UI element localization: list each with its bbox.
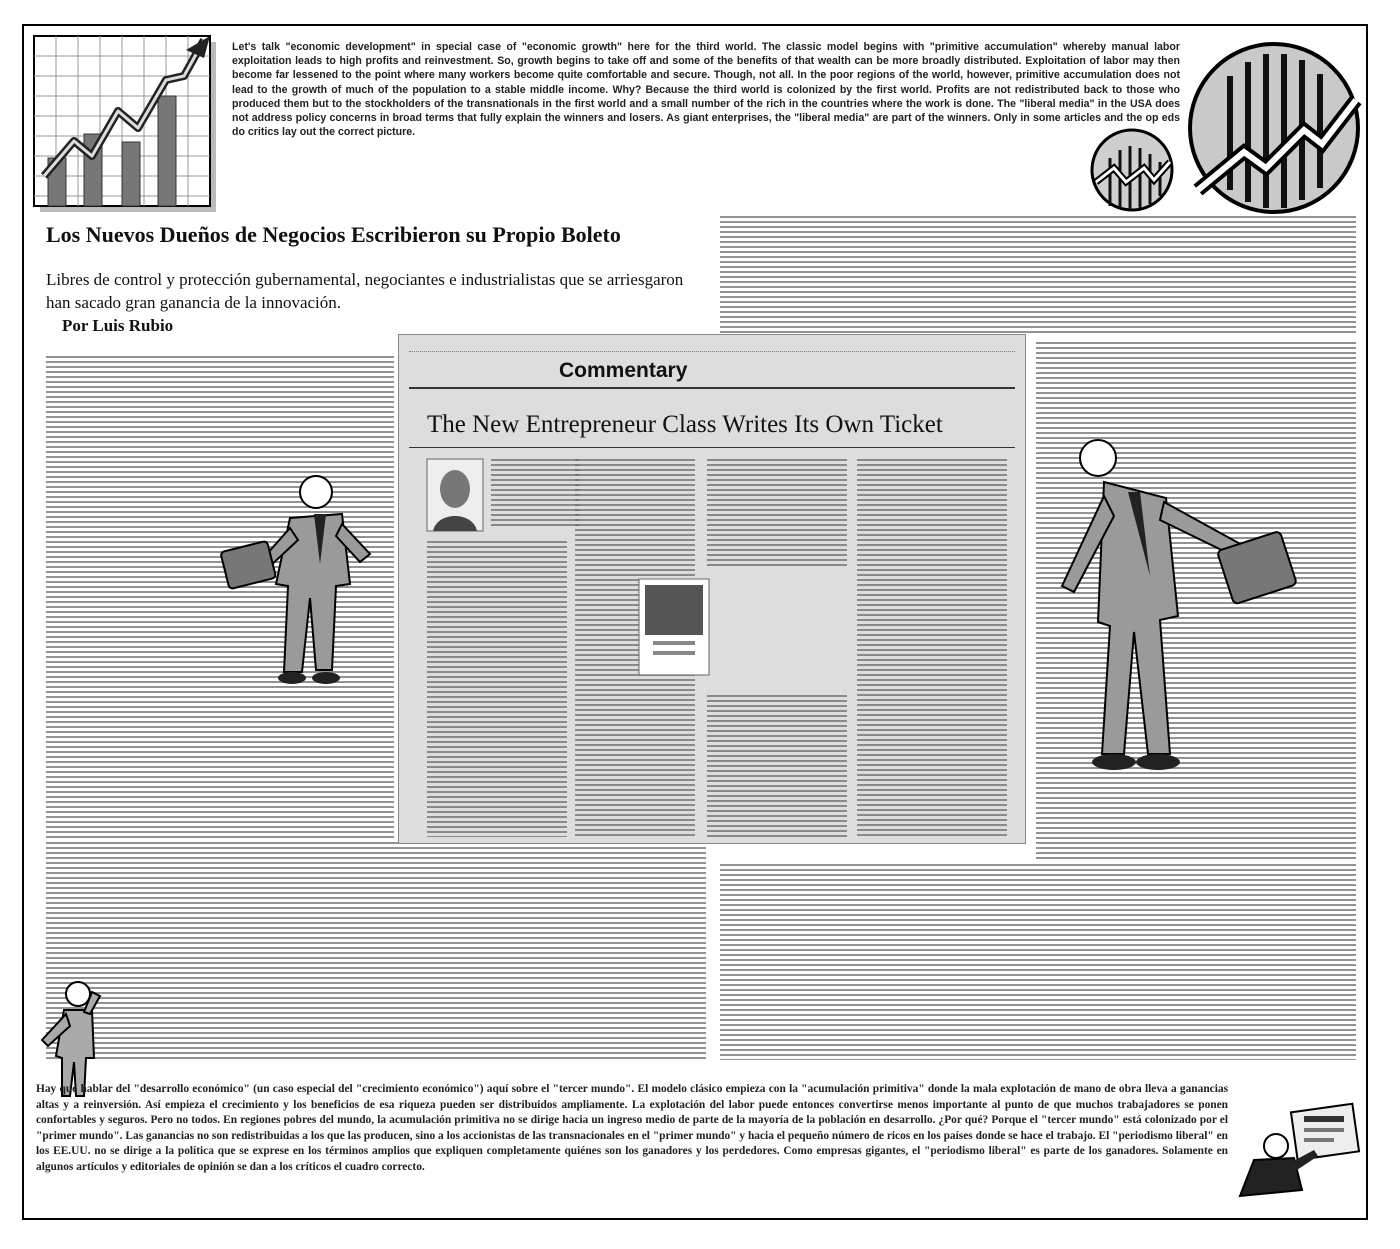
bottom-paragraph: Hay que hablar del "desarrollo económico" (un caso especial del "crecimiento económico") aquí sobre el "tercer mundo". El modelo clásico empieza con la "acumulación primitiva" donde la mala explotación de mano de obra lleva a ganancias altas y a reinversión. Así empieza el crecimiento y los beneficios de esa riqueza pueden ser distribuidos ampliamente. La explotación del labor puede entonces convertirse menos importante al punto de que muchos trabajadores se ponen confortables y seguros. Pero no todos. En regiones pobres del mundo, la acumulación primitiva no se dirige hacia un ingreso medio de parte de la mayoría de la población en desarrollo. ¿Por qué? Porque el "tercer mundo" está colonizado por el "primer mundo". Las ganancias no son redistribuidas a los que las producen, sino a los accionistas de las transnacionales en el "primer mundo" y hacia el pequeño número de ricos en los países donde se hace el trabajo. El "periodismo liberal" en los EE.UU. no se dirige a la política que se exprese en los términos amplios que expliquen completamente quiénes son los ganadores y los perdedores. Como empresas gigantes, el "periodismo liberal" es parte de los ganadores. Solamente en algunos artículos y editoriales de opinión se dan a los críticos el cuadro correcto. [36, 1083, 1228, 1173]
author-photo [427, 459, 483, 531]
clipping-rule [409, 387, 1015, 389]
large-circle-chart-icon [1186, 40, 1362, 216]
intro-paragraph: Let's talk "economic development" in special case of "economic growth" here for the third world. The classic model begins with "primitive accumulation" whereby manual labor exploitation leads to high profits and reinvestment. So, growth begins to take off and some of the benefits of that wealth can be more broadly distributed. Exploitation of labor may then become far lessened to the point where many workers become quite comfortable and secure. Though, not all. In the poor regions of the world, however, primitive accumulation does not lead to the growth of much of the population to a stable middle income. Why? Because the third world is colonized by the first world. Profits are not redistributed back to those who produced them but to the stockholders of the transnationals in the first world and a small number of the rich in the countries where the work is done. The "liberal media" in the USA does not address policy concerns in broad terms that fully explain the winners and losers. As giant enterprises, the "liberal media" are part of the winners. Only in some articles and the op eds do critics lay out the correct picture. [232, 41, 1180, 139]
clipping-rule [409, 447, 1015, 448]
clipping-header-rule [409, 345, 1015, 352]
newspaper-clipping [398, 334, 1026, 844]
clipping-text-texture [491, 459, 579, 527]
clipping-headline: The New Entrepreneur Class Writes Its Own Ticket [427, 411, 943, 438]
clipping-text-texture [707, 695, 847, 837]
clipping-section-title: Commentary [559, 359, 688, 382]
clipping-text-texture [427, 541, 567, 837]
man-reading-newspaper-illustration [1232, 1106, 1362, 1202]
body-wide-right-texture [720, 864, 1356, 1060]
clipping-inset-photo [639, 579, 709, 675]
clipping-text-texture [707, 459, 847, 569]
article-byline: Por Luis Rubio [62, 316, 174, 335]
businessman-briefcase-left-illustration [218, 474, 386, 690]
body-column-right-top-texture [720, 216, 1356, 334]
article-headline: Los Nuevos Dueños de Negocios Escribieron su Propio Boleto [46, 222, 621, 247]
body-wide-left-texture [46, 842, 706, 1060]
rising-chart-icon [34, 36, 218, 214]
small-circle-chart-icon [1090, 128, 1174, 212]
article-deck: Libres de control y protección gubernamental, negociantes e industrialistas que se arriesgaron han sacado gran ganancia de la innovación. [46, 270, 684, 312]
clipping-text-texture [857, 459, 1007, 837]
businessman-briefcase-right-illustration [1044, 436, 1304, 776]
